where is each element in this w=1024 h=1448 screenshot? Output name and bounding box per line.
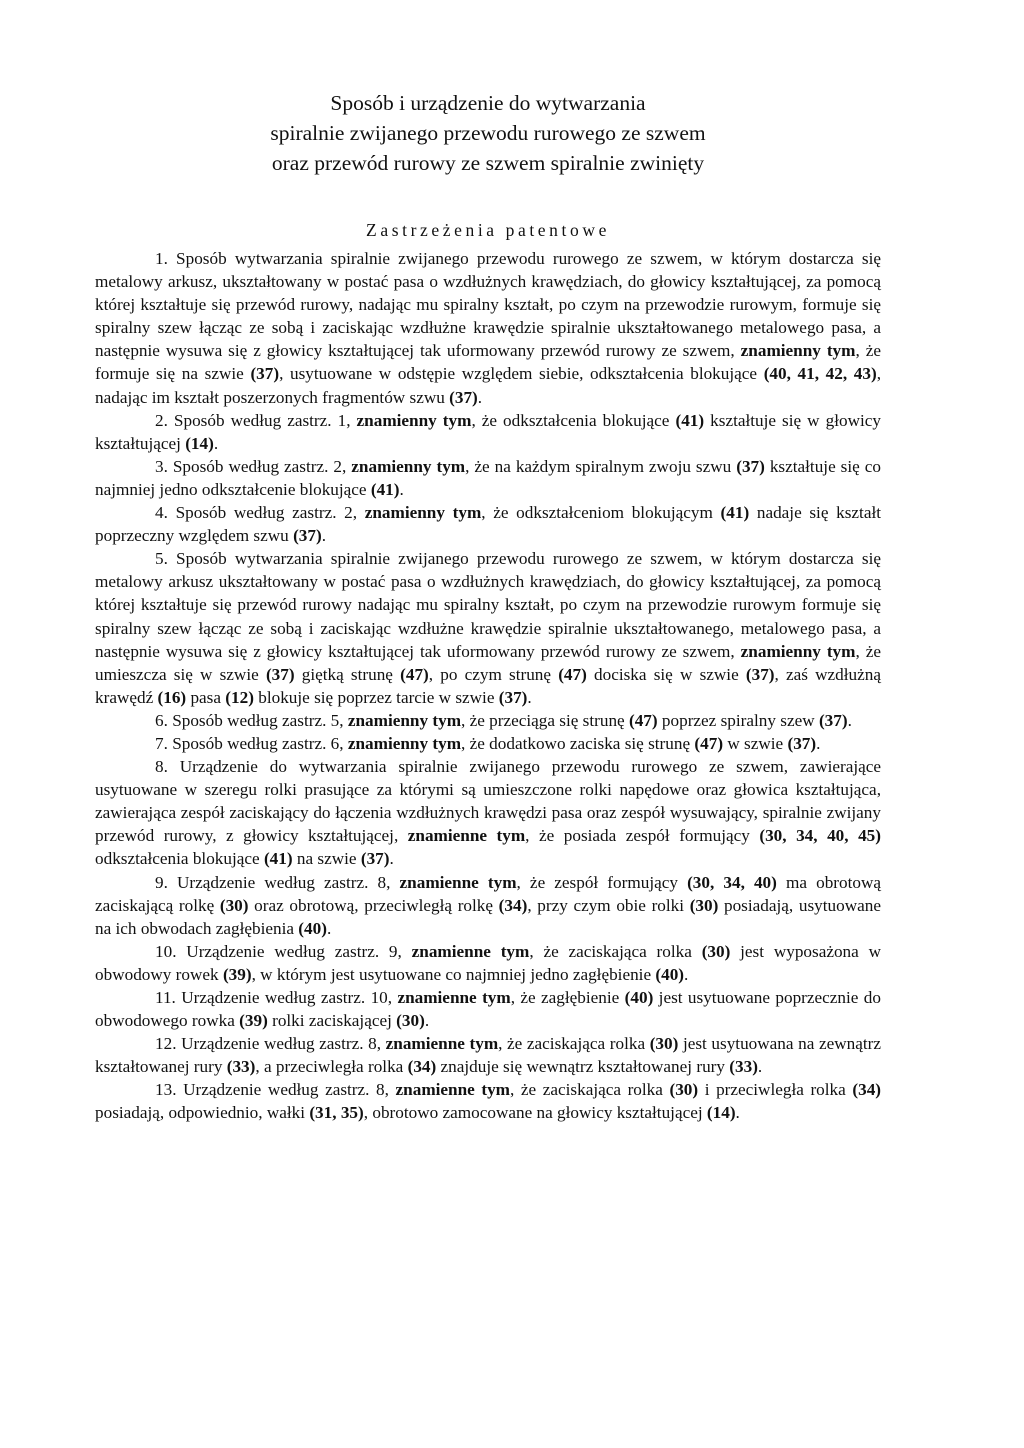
claim-text: , że dodatkowo zaciska się strunę: [461, 733, 695, 753]
claim-text: .: [321, 526, 326, 546]
claim-bold-text: znamienne tym: [397, 988, 511, 1007]
claim-text: , że zagłębienie: [510, 988, 625, 1007]
claim-bold-text: (14): [706, 1103, 736, 1123]
claim-text: , że formuje się na szwie: [95, 341, 881, 384]
claim-bold-text: (37): [293, 526, 322, 546]
document-page: [95, 88, 881, 1125]
claim-bold-text: znamienny tym: [740, 641, 856, 661]
claim-bold-text: (34): [407, 1057, 437, 1077]
claim-bold-text: (37): [736, 456, 765, 476]
title-line-1: Sposób i urządzenie do wytwarzania: [330, 91, 646, 115]
claim-bold-text: znamienne tym: [385, 1034, 499, 1054]
claim-11: [95, 986, 881, 1032]
claim-text: , że na każdym spiralnym zwoju szwu: [465, 456, 737, 476]
claim-text: 4. Sposób według zastrz. 2,: [155, 503, 365, 523]
claim-text: .: [757, 1057, 763, 1077]
claim-text: .: [735, 1103, 740, 1123]
claim-bold-text: (40): [624, 988, 654, 1007]
claim-bold-text: (37): [250, 364, 280, 384]
claim-6: [95, 709, 881, 732]
claim-text: , że posiada zespół formujący: [525, 826, 760, 846]
claim-text: 12. Urządzenie według zastrz. 8,: [155, 1034, 386, 1054]
claim-text: , że zespół formujący: [516, 872, 688, 892]
claim-2: [95, 409, 881, 455]
claim-text: , po czym strunę: [428, 664, 559, 684]
claim-text: .: [847, 710, 852, 730]
section-heading: Zastrzeżenia patentowe: [366, 220, 610, 240]
claim-text: w szwie: [723, 733, 788, 753]
claim-text: .: [213, 433, 219, 453]
claim-text: jest wyposażona w obwodowy rowek: [95, 941, 881, 984]
claim-bold-text: (34): [852, 1080, 882, 1100]
claim-bold-text: (40): [655, 964, 685, 984]
claim-7: [95, 732, 881, 755]
claim-text: .: [326, 918, 332, 938]
claim-1: [95, 247, 881, 409]
claim-text: , zaś wzdłużną krawędź: [95, 664, 881, 707]
claim-text: 10. Urządzenie według zastrz. 9,: [155, 941, 412, 961]
claim-bold-text: (33): [226, 1057, 256, 1077]
claim-bold-text: (14): [185, 433, 214, 453]
claim-bold-text: (30): [219, 895, 249, 915]
claim-bold-text: (37): [745, 664, 775, 684]
claim-text: znajduje się wewnątrz kształtowanej rury: [436, 1057, 730, 1077]
claims-list: [95, 247, 881, 1125]
title-line-3: oraz przewód rurowy ze szwem spiralnie zwinięty: [271, 151, 705, 175]
claim-text: 8. Urządzenie do wytwarzania spiralnie zwijanego przewodu rurowego ze szwem, zawierające usytuowane w szeregu rolki prasujące za którymi są umieszczone rolki napędowe oraz głowica kształtująca, zawierająca zespół zaciskający do łączenia wzdłużnych krawędzi pasa oraz zespół wysuwający, spiralnie zwijany przewód rurowy, z głowicy kształtującej,: [95, 757, 881, 846]
claim-bold-text: znamienne tym: [411, 941, 530, 961]
claim-4: [95, 501, 881, 547]
claim-text: giętką strunę: [294, 664, 401, 684]
claim-bold-text: (41): [370, 479, 400, 499]
claim-text: kształtuje się w głowicy kształtującej: [95, 410, 881, 453]
claim-bold-text: (40): [298, 918, 327, 938]
claim-text: blokuje się poprzez tarcie w szwie: [253, 687, 499, 707]
claim-bold-text: (37): [360, 849, 390, 869]
claim-text: odkształcenia blokujące: [95, 849, 264, 869]
claim-9: [95, 871, 881, 940]
claim-text: 7. Sposób według zastrz. 6,: [155, 733, 348, 753]
claim-bold-text: znamienny tym: [364, 503, 482, 523]
claim-bold-text: (30, 34, 40): [687, 872, 777, 892]
claim-text: poprzez spiralny szew: [657, 710, 819, 730]
claim-text: oraz obrotową, przeciwległą rolkę: [248, 895, 499, 915]
claim-bold-text: (41): [675, 410, 705, 430]
claim-text: 9. Urządzenie według zastrz. 8,: [155, 872, 400, 892]
claim-10: [95, 940, 881, 986]
claim-bold-text: znamienny tym: [347, 710, 462, 730]
claim-text: i przeciwległa rolka: [698, 1080, 853, 1100]
claim-bold-text: (33): [729, 1057, 758, 1077]
claim-text: , że przeciąga się strunę: [461, 710, 629, 730]
claim-text: 13. Urządzenie według zastrz. 8,: [155, 1080, 396, 1100]
claim-13: [95, 1078, 881, 1124]
claim-text: , że odkształcenia blokujące: [471, 410, 676, 430]
claim-text: rolki zaciskającej: [267, 1011, 397, 1031]
claim-text: , w którym jest usytuowane co najmniej jedno zagłębienie: [251, 964, 656, 984]
claim-bold-text: (40, 41, 42, 43): [763, 364, 877, 384]
claim-text: , że zaciskająca rolka: [529, 941, 702, 961]
claim-text: , że odkształceniom blokującym: [481, 503, 721, 523]
claim-bold-text: (39): [239, 1011, 268, 1031]
claim-text: .: [399, 479, 404, 499]
claim-text: , że zaciskająca rolka: [498, 1034, 650, 1054]
claim-text: 5. Sposób wytwarzania spiralnie zwijanego przewodu rurowego ze szwem, w którym dostarcza się metalowy arkusz ukształtowany w postać pasa o wzdłużnych krawędziach, do głowicy kształtującej, za pomocą której kształtuje się przewód rurowy nadając mu spiralny kształt, po czym na przewodzie rurowym formuje się spiralny szew łącząc ze sobą i zaciskając wzdłużne krawędzie spiralnie ukształtowanego, metalowego pasa, a następnie wysuwa się z głowicy kształtującej tak uformowany przewód rurowy ze szwem,: [95, 549, 881, 661]
claim-bold-text: (37): [787, 733, 817, 753]
claim-5: [95, 547, 881, 709]
claim-text: 11. Urządzenie według zastrz. 10,: [155, 988, 398, 1007]
claim-bold-text: (30): [689, 895, 719, 915]
claim-bold-text: znamienne tym: [407, 826, 526, 846]
claim-bold-text: (30): [669, 1080, 699, 1100]
claim-12: [95, 1032, 881, 1078]
claim-text: , że umieszcza się w szwie: [95, 641, 881, 684]
claim-bold-text: (39): [222, 964, 252, 984]
claim-text: 2. Sposób według zastrz. 1,: [155, 410, 357, 430]
claim-text: 3. Sposób według zastrz. 2,: [155, 456, 352, 476]
claim-text: dociska się w szwie: [586, 664, 746, 684]
claim-bold-text: (37): [818, 710, 848, 730]
claim-bold-text: (41): [720, 503, 750, 523]
title-line-2: spiralnie zwijanego przewodu rurowego ze szwem: [270, 121, 706, 145]
claim-text: , nadając im kształt poszerzonych fragmentów szwu: [95, 364, 882, 407]
claim-bold-text: (37): [498, 687, 528, 707]
claim-text: .: [424, 1011, 430, 1031]
claim-8: [95, 755, 881, 870]
claim-text: ma obrotową zaciskającą rolkę: [95, 872, 882, 915]
claim-text: , przy czym obie rolki: [527, 895, 690, 915]
claim-text: posiadają, odpowiednio, wałki: [95, 1103, 310, 1123]
claim-bold-text: (47): [558, 664, 587, 684]
claim-bold-text: (30): [396, 1011, 425, 1031]
claim-bold-text: znamienny tym: [740, 341, 856, 361]
claim-bold-text: (30): [701, 941, 731, 961]
claim-bold-text: (47): [400, 664, 429, 684]
claim-bold-text: znamienny tym: [356, 410, 472, 430]
claim-text: .: [527, 687, 532, 707]
claim-bold-text: znamienny tym: [351, 456, 466, 476]
claim-bold-text: (12): [225, 687, 254, 707]
claim-text: jest usytuowane poprzecznie do obwodowego rowka: [95, 988, 881, 1031]
claim-bold-text: (37): [265, 664, 295, 684]
claim-text: na szwie: [292, 849, 361, 869]
claim-3: [95, 455, 881, 501]
claim-text: posiadają, usytuowane na ich obwodach zagłębienia: [95, 895, 881, 938]
claim-text: .: [477, 387, 483, 407]
claim-text: pasa: [186, 687, 226, 707]
claim-bold-text: (37): [449, 387, 478, 407]
claim-text: 6. Sposób według zastrz. 5,: [155, 710, 348, 730]
claim-text: .: [816, 733, 821, 753]
claim-bold-text: (31, 35): [309, 1103, 364, 1123]
claim-text: , że zaciskająca rolka: [510, 1080, 670, 1100]
claim-text: .: [684, 964, 689, 984]
claim-bold-text: znamienne tym: [399, 872, 517, 892]
claim-text: , obrotowo zamocowane na głowicy kształtującej: [363, 1103, 707, 1123]
claim-text: , usytuowane w odstępie względem siebie, odkształcenia blokujące: [279, 364, 764, 384]
claim-text: , a przeciwległa rolka: [255, 1057, 408, 1077]
claim-bold-text: (34): [498, 895, 528, 915]
claim-text: .: [389, 849, 394, 869]
claim-bold-text: (47): [694, 733, 724, 753]
claim-text: kształtuje się co najmniej jedno odkształcenie blokujące: [95, 456, 881, 499]
claim-bold-text: znamienny tym: [347, 733, 462, 753]
claim-text: 1. Sposób wytwarzania spiralnie zwijanego przewodu rurowego ze szwem, w którym dostarcza się metalowy arkusz, ukształtowany w postać pasa o wzdłużnych krawędziach, do głowicy kształtującej, za pomocą której kształtuje się przewód rurowy, nadając mu spiralny kształt, po czym na przewodzie rurowym, formuje się spiralny szew łącząc ze sobą i zaciskając wzdłużne krawędzie spiralnie ukształtowanego metalowego pasa, a następnie wysuwa się z głowicy kształtującej tak uformowany przewód rurowy ze szwem,: [95, 249, 881, 361]
claim-bold-text: (30, 34, 40, 45): [759, 826, 881, 846]
claim-bold-text: (16): [157, 687, 187, 707]
claim-text: jest usytuowana na zewnątrz kształtowanej rury: [95, 1034, 881, 1077]
claim-text: nadaje się kształt poprzeczny względem szwu: [95, 503, 881, 546]
claim-bold-text: (41): [263, 849, 293, 869]
document-title: [95, 88, 881, 178]
claim-bold-text: znamienne tym: [395, 1080, 511, 1100]
claim-bold-text: (30): [649, 1034, 679, 1054]
claim-bold-text: (47): [628, 710, 658, 730]
